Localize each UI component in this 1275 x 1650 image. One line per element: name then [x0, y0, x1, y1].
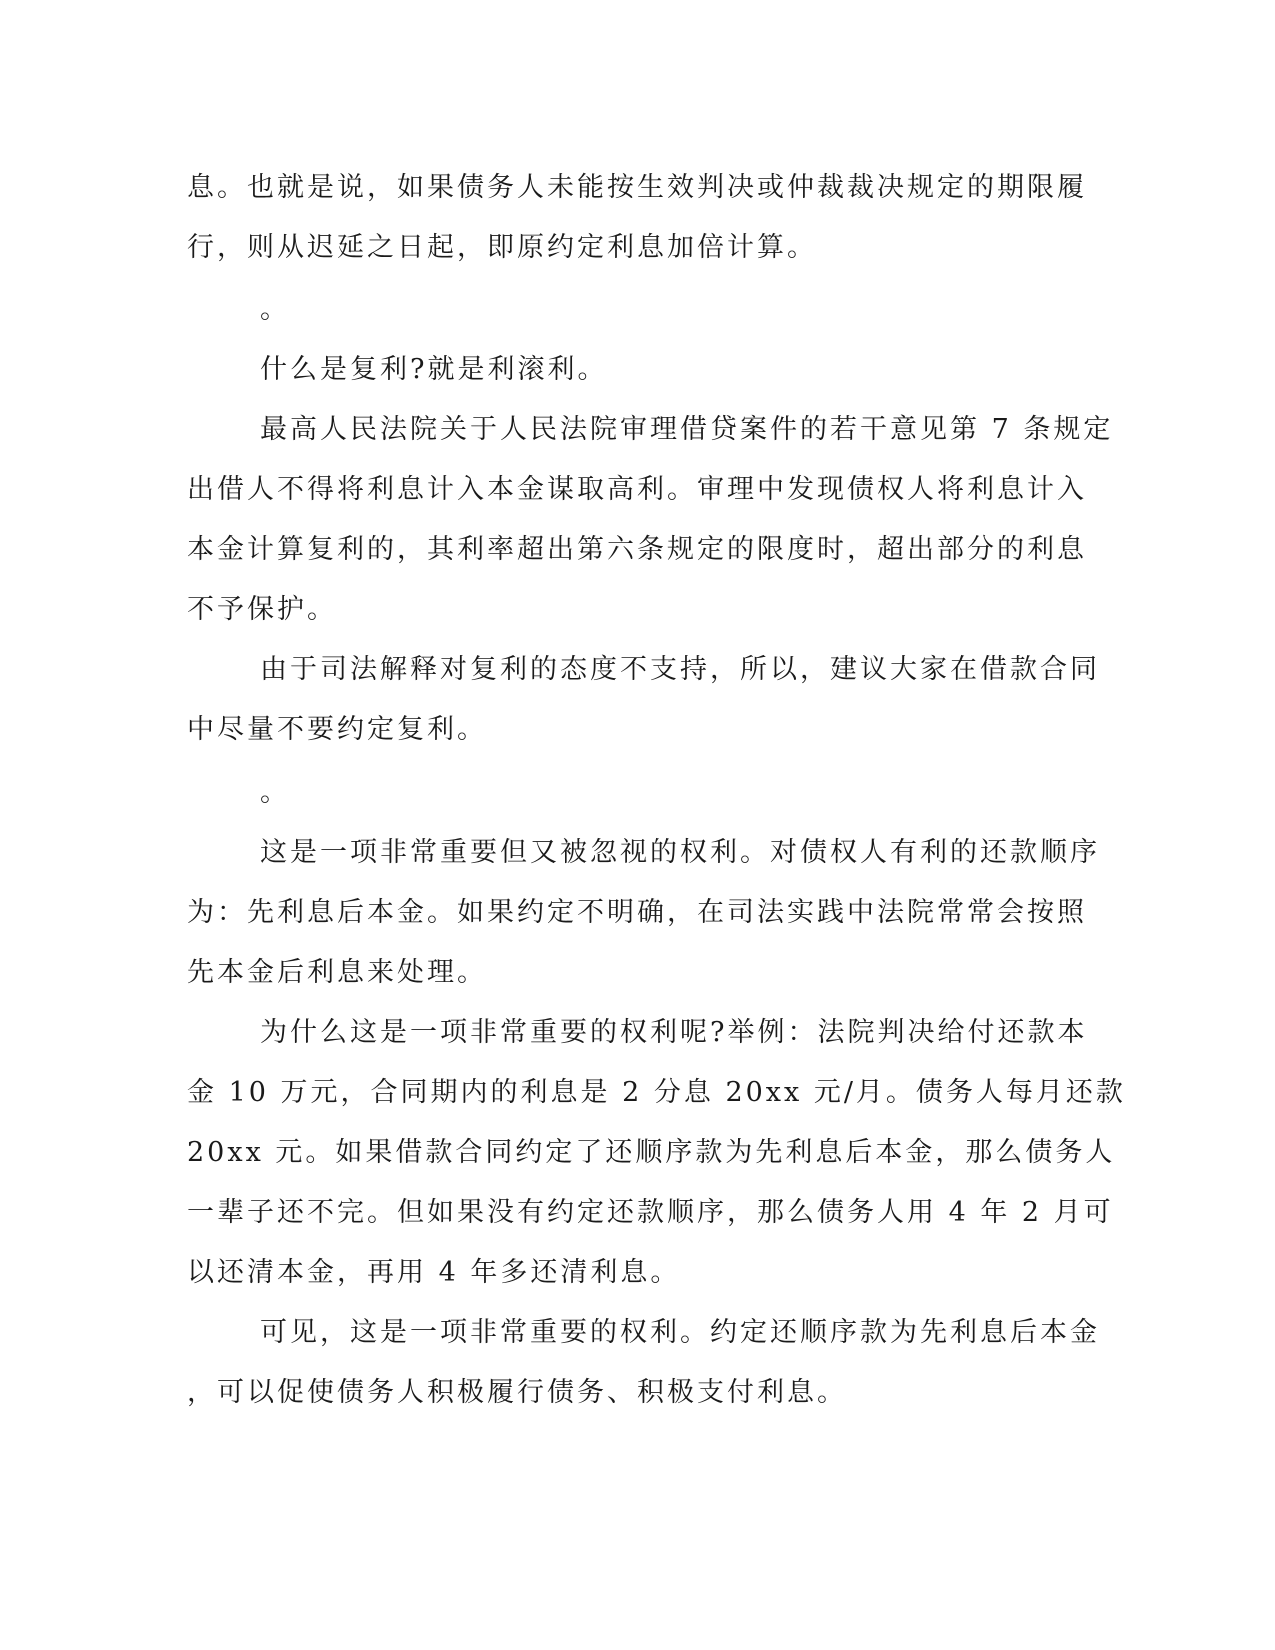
text-line: 为什么这是一项非常重要的权利呢?举例：法院判决给付还款本: [260, 1017, 1088, 1048]
text-line: 出借人不得将利息计入本金谋取高利。审理中发现债权人将利息计入: [187, 474, 1087, 505]
text-line: 行，则从迟延之日起，即原约定利息加倍计算。: [187, 232, 817, 263]
text-line: 这是一项非常重要但又被忽视的权利。对债权人有利的还款顺序: [260, 837, 1100, 868]
text-line: 最高人民法院关于人民法院审理借贷案件的若干意见第 7 条规定: [260, 414, 1114, 445]
text-line: 金 10 万元，合同期内的利息是 2 分息 20xx 元/月。债务人每月还款: [187, 1077, 1126, 1108]
text-line: 以还清本金，再用 4 年多还清利息。: [187, 1257, 681, 1288]
text-line: 为：先利息后本金。如果约定不明确，在司法实践中法院常常会按照: [187, 897, 1087, 928]
text-line: 息。也就是说，如果债务人未能按生效判决或仲裁裁决规定的期限履: [187, 172, 1087, 203]
text-line: 什么是复利?就是利滚利。: [260, 354, 608, 385]
text-line: 不予保护。: [187, 594, 337, 625]
text-line: 先本金后利息来处理。: [187, 957, 487, 988]
text-line: 20xx 元。如果借款合同约定了还顺序款为先利息后本金，那么债务人: [187, 1137, 1116, 1168]
text-line: 一辈子还不完。但如果没有约定还款顺序，那么债务人用 4 年 2 月可: [187, 1197, 1114, 1228]
text-line: 。: [260, 777, 290, 808]
text-line: 中尽量不要约定复利。: [187, 714, 487, 745]
text-line: 本金计算复利的，其利率超出第六条规定的限度时，超出部分的利息: [187, 534, 1087, 565]
text-line: 由于司法解释对复利的态度不支持，所以，建议大家在借款合同: [260, 654, 1100, 685]
text-line: 。: [260, 294, 290, 325]
text-line: 可见，这是一项非常重要的权利。约定还顺序款为先利息后本金: [260, 1317, 1100, 1348]
text-line: ，可以促使债务人积极履行债务、积极支付利息。: [187, 1377, 847, 1408]
